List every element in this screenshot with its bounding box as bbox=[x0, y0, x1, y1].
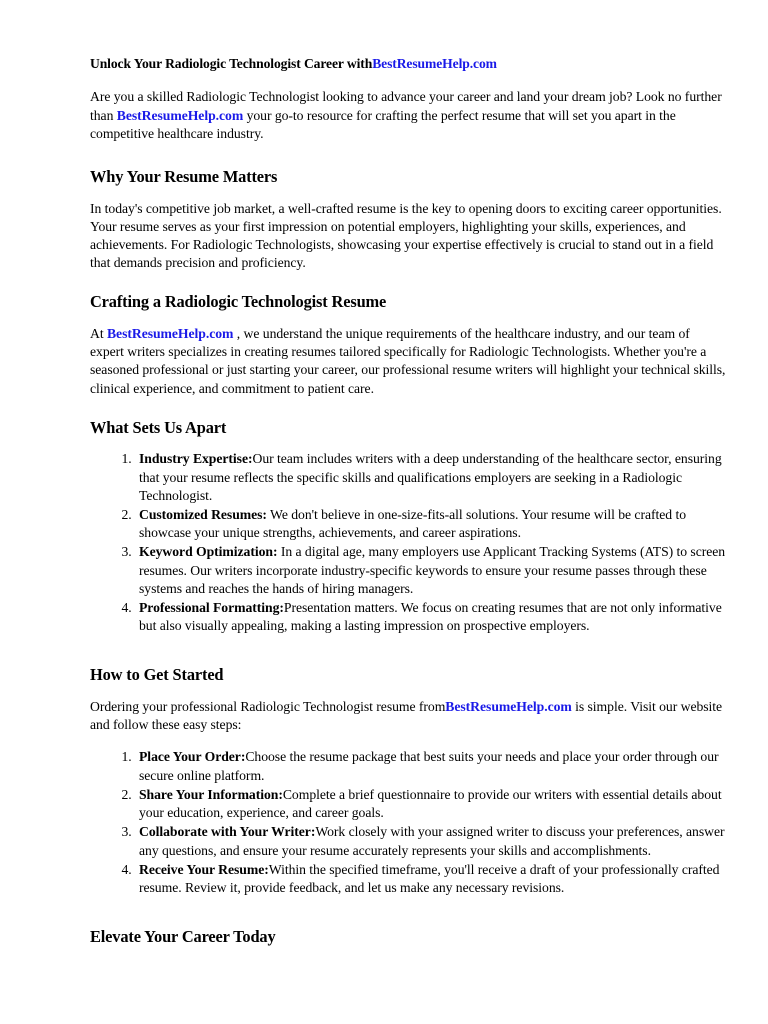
section-how-to-get-started bbox=[90, 665, 726, 897]
list-item-text: We don't believe in one-size-fits-all solutions. Your resume will be crafted to showcase your unique strengths, achievements, and career aspirations. bbox=[139, 506, 686, 541]
list-item bbox=[135, 861, 726, 897]
heading-why-resume-matters: Why Your Resume Matters bbox=[90, 167, 278, 187]
started-text-before: Ordering your professional Radiologic Technologist resume from bbox=[90, 698, 446, 714]
list-item bbox=[135, 823, 726, 859]
section-what-sets-us-apart bbox=[90, 418, 726, 636]
brand-link-crafting[interactable]: BestResumeHelp.com bbox=[106, 325, 234, 341]
list-how-to-get-started bbox=[90, 748, 726, 897]
crafting-text-before: At bbox=[90, 325, 107, 341]
intro-paragraph bbox=[90, 88, 726, 143]
list-item bbox=[135, 543, 726, 598]
heading-crafting-resume: Crafting a Radiologic Technologist Resume bbox=[90, 292, 387, 312]
list-item-term: Share Your Information: bbox=[139, 786, 283, 802]
list-item-text: Presentation matters. We focus on creating resumes that are not only informative but also visually appealing, making a lasting impression on prospective employers. bbox=[139, 600, 722, 634]
list-item-text: In a digital age, many employers use Applicant Tracking Systems (ATS) to screen resumes. Our writers incorporate industry-specific keywords to ensure your resume passes through these systems and reaches the hands of hiring managers. bbox=[139, 544, 726, 596]
list-item-text: Our team includes writers with a deep understanding of the healthcare sector, ensuring that your resume reflects the specific skills and qualifications employers are seeking in a Radiologic Technologist. bbox=[139, 451, 722, 503]
list-item-term: Collaborate with Your Writer: bbox=[139, 824, 316, 840]
list-item-text: Work closely with your assigned writer to discuss your preferences, answer any questions, and ensure your resume accurately represents your skills and accomplishments. bbox=[139, 824, 725, 858]
list-item-text: Complete a brief questionnaire to provide our writers with essential details about your education, experience, and career goals. bbox=[139, 786, 722, 821]
spacer bbox=[90, 917, 726, 927]
spacer bbox=[90, 157, 726, 167]
list-item bbox=[135, 506, 726, 542]
list-item bbox=[135, 599, 726, 635]
paragraph-how-to-get-started bbox=[90, 698, 726, 734]
list-item bbox=[135, 450, 726, 505]
section-elevate-career bbox=[90, 927, 726, 948]
brand-link-intro[interactable]: BestResumeHelp.com bbox=[116, 107, 244, 123]
brand-link-title[interactable]: BestResumeHelp.com bbox=[372, 56, 497, 71]
paragraph-why-resume-matters: In today's competitive job market, a well-crafted resume is the key to opening doors to exciting career opportunities. Your resume serves as your first impression on potential employers, highlighting your skills, experiences, and achievements. For Radiologic Technologists, showcasing your expertise effectively is crucial to stand out in a field that demands precision and proficiency. bbox=[90, 200, 722, 271]
list-item-text: Choose the resume package that best suits your needs and place your order through our secure online platform. bbox=[139, 749, 719, 783]
brand-link-started[interactable]: BestResumeHelp.com bbox=[445, 698, 572, 714]
paragraph-crafting-resume bbox=[90, 325, 726, 398]
list-item-term: Keyword Optimization: bbox=[139, 544, 278, 560]
list-item-term: Receive Your Resume: bbox=[139, 861, 269, 877]
list-item bbox=[135, 786, 726, 822]
intro-part2: your go-to resource for crafting the perfect resume that will set you apart in the competitive healthcare industry. bbox=[90, 107, 676, 141]
list-what-sets-us-apart bbox=[90, 450, 726, 635]
page-title-text: Unlock Your Radiologic Technologist Career with bbox=[90, 56, 373, 71]
heading-how-to-get-started: How to Get Started bbox=[90, 665, 224, 685]
document-body bbox=[90, 55, 726, 948]
list-item-term: Place Your Order: bbox=[139, 749, 246, 765]
crafting-text-after: , we understand the unique requirements of the healthcare industry, and our team of expert writers specializes in creating resumes tailored specifically for Radiologic Technologists. Whether you're a seasoned professional or just starting your career, our professional resume writers will highlight your technical skills, clinical experience, and commitment to patient care. bbox=[90, 325, 726, 396]
list-item-term: Customized Resumes: bbox=[139, 506, 267, 522]
list-item-term: Professional Formatting: bbox=[139, 600, 284, 616]
heading-elevate-career: Elevate Your Career Today bbox=[90, 927, 276, 947]
started-text-after: is simple. Visit our website and follow these easy steps: bbox=[90, 698, 723, 733]
heading-what-sets-us-apart: What Sets Us Apart bbox=[90, 417, 227, 437]
list-item bbox=[135, 748, 726, 784]
section-why-resume-matters bbox=[90, 167, 726, 272]
list-item-text: Within the specified timeframe, you'll receive a draft of your professionally crafted resume. Review it, provide feedback, and let us make any necessary revisions. bbox=[139, 861, 720, 895]
list-item-term: Industry Expertise: bbox=[139, 451, 253, 467]
intro-part1: Are you a skilled Radiologic Technologist looking to advance your career and land your dream job? Look no further than bbox=[90, 89, 722, 123]
section-crafting-resume bbox=[90, 292, 726, 397]
page-title bbox=[90, 55, 726, 72]
spacer bbox=[90, 655, 726, 665]
